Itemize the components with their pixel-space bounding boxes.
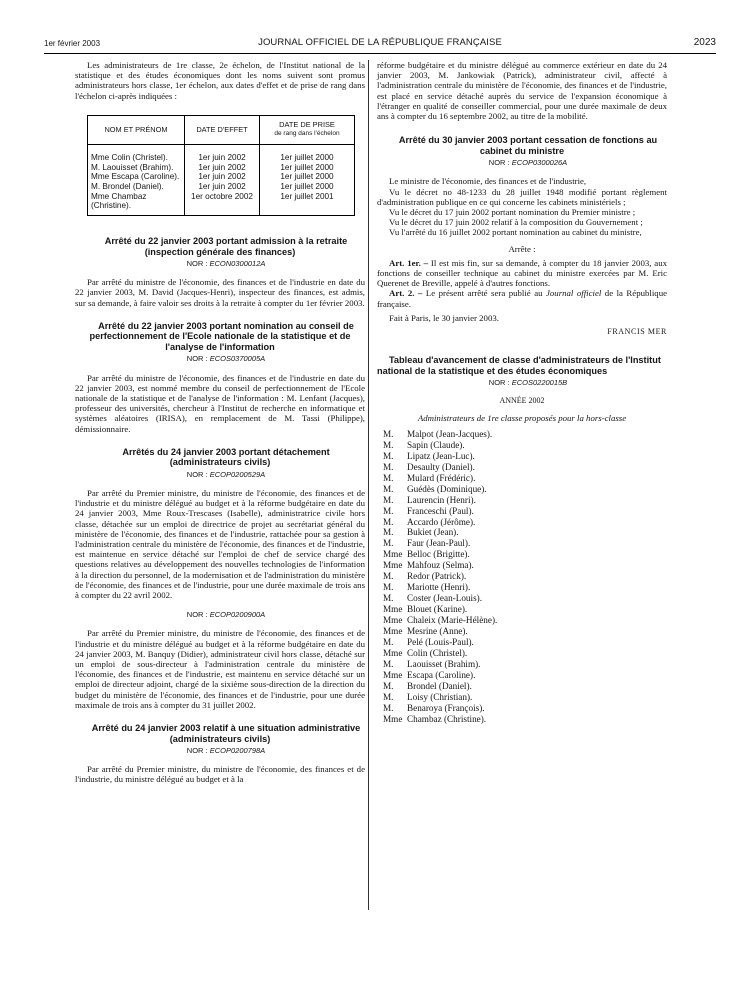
list-item [383, 560, 667, 571]
section-body: Par arrêté du ministre de l'économie, des finances et de l'industrie en date du 22 janvier 2003, est nommé membre du conseil de perfectionnement de l'Ecole nationale de la statistique et de l'analyse de l'information : M. Lenfant (Jacques), professeur des universités, chercheur à l'Institut de recherche en informatique et systèmes aléatoires (IRISA), en remplacement de M. Tassi (Philippe), démissionnaire. [75, 372, 365, 434]
header-rule [44, 53, 716, 54]
left-column [75, 60, 365, 785]
person-name: Coster (Jean-Louis). [407, 593, 483, 604]
cell-name: M. Laouisset (Brahim). [88, 163, 185, 173]
list-item [383, 440, 667, 451]
person-name: Lipatz (Jean-Luc). [407, 450, 475, 461]
continued-text: réforme budgétaire et du ministre délégué au commerce extérieur en date du 24 janvier 2003, M. Jankowiak (Patrick), administrateur civil, affecté à l'administration centrale du ministère de l'économie, des finances et de l'industrie, est placé en service détaché auprès du service de l'expansion économique à l'étranger en qualité de conseiller commercial, pour une durée maximale de deux ans à compter du 16 septembre 2002, au titre de la mobilité. [377, 60, 667, 122]
person-name: Chambaz (Christine). [407, 713, 487, 724]
person-name: Faur (Jean-Paul). [407, 538, 471, 549]
person-name: Belloc (Brigitte). [407, 549, 470, 560]
list-item [383, 692, 667, 703]
section-title: Arrêtés du 24 janvier 2003 portant détachement (administrateurs civils) [122, 446, 330, 468]
section-situation [75, 723, 365, 785]
list-item [383, 549, 667, 560]
cell-effet: 1er juin 2002 [185, 172, 260, 182]
name-list [383, 429, 667, 725]
section-retraite [75, 236, 365, 308]
section-tableau [377, 355, 667, 724]
list-item [383, 593, 667, 604]
table-row [88, 182, 355, 192]
list-item [383, 495, 667, 506]
civility: M. [383, 593, 394, 604]
cell-name: M. Brondel (Daniel). [88, 182, 185, 192]
list-item [383, 571, 667, 582]
civility: M. [383, 680, 394, 691]
cell-rang: 1er juillet 2000 [260, 182, 355, 192]
nor-code: ECOS0370005A [209, 354, 266, 364]
nor-line [377, 158, 667, 168]
list-item [383, 659, 667, 670]
section-title: Arrêté du 30 janvier 2003 portant cessation de fonctions au cabinet du ministre [398, 135, 658, 156]
person-name: Chaleix (Marie-Hélène). [407, 615, 498, 626]
table-row [88, 172, 355, 182]
person-name: Blouet (Karine). [407, 604, 468, 615]
person-name: Bukiet (Jean). [407, 527, 459, 538]
person-name: Redor (Patrick). [407, 571, 467, 582]
cell-rang: 1er juillet 2001 [260, 192, 355, 216]
civility: M. [383, 461, 394, 472]
section-title: Arrêté du 22 janvier 2003 portant admission à la retraite (inspection générale des finances) [104, 236, 348, 257]
section-title: Tableau d'avancement de classe d'administrateurs de l'Institut national de la statistique et des études économiques [377, 355, 661, 376]
list-item [383, 473, 667, 484]
article-text: Il est mis fin, sur sa demande, à compter du 18 janvier 2003, aux fonctions de conseiller technique au cabinet du ministre exercées par M. Eric Querenet de Breville, appelé à d'autres fonctions. [377, 257, 667, 289]
civility: M. [383, 571, 394, 582]
cell-name: Mme Chambaz (Christine). [88, 192, 185, 216]
nor-line [75, 746, 365, 756]
section-body: Par arrêté du Premier ministre, du ministre de l'économie, des finances et de l'industrie, du ministre délégué au budget et à la [75, 764, 365, 785]
civility: Mme [383, 560, 403, 571]
person-name: Pelé (Louis-Paul). [407, 636, 474, 647]
civility: M. [383, 702, 394, 713]
civility: M. [383, 494, 394, 505]
person-name: Accardo (Jérôme). [407, 516, 476, 527]
cell-effet: 1er octobre 2002 [185, 192, 260, 216]
civility: M. [383, 636, 394, 647]
page-header [44, 37, 716, 51]
article-text: Le présent arrêté sera publié au [422, 288, 546, 299]
civility: M. [383, 538, 394, 549]
nor-line [75, 354, 365, 364]
person-name: Colin (Christel). [407, 647, 468, 658]
promotion-table [87, 115, 355, 216]
civility: M. [383, 450, 394, 461]
section-detachement [75, 447, 365, 710]
nor-label: NOR : [186, 610, 210, 620]
civility: Mme [383, 669, 403, 680]
nor-label: NOR : [186, 259, 210, 269]
journal-name: Journal officiel [546, 288, 602, 299]
nor-label: NOR : [186, 354, 210, 364]
person-name: Brondel (Daniel). [407, 680, 472, 691]
annee-label: ANNÉE 2002 [499, 396, 545, 406]
list-item [383, 462, 667, 473]
nor-code: ECOP0200798A [209, 746, 266, 756]
cell-rang: 1er juillet 2000 [260, 172, 355, 182]
list-item [383, 582, 667, 593]
civility: Mme [383, 549, 403, 560]
signature: FRANCIS MER [607, 327, 667, 337]
col-header-rang [260, 115, 355, 144]
list-item [383, 714, 667, 725]
civility: M. [383, 516, 394, 527]
person-name: Mahfouz (Selma). [407, 560, 474, 571]
civility: Mme [383, 626, 403, 637]
cell-rang: 1er juillet 2000 [260, 163, 355, 173]
person-name: Benaroya (François). [407, 702, 485, 713]
article-text: de la République française. [377, 288, 667, 309]
article-1 [377, 258, 667, 289]
arrete-label: Arrête : [508, 243, 536, 254]
section-conseil [75, 321, 365, 434]
visa-decree: Vu le décret du 17 juin 2002 portant nomination du Premier ministre ; [389, 207, 636, 218]
civility: Mme [383, 713, 403, 724]
civility: Mme [383, 647, 403, 658]
visa-arrete: Vu l'arrêté du 16 juillet 2002 portant nomination au cabinet du ministre, [389, 227, 642, 238]
cell-rang: 1er juillet 2000 [260, 153, 355, 163]
person-name: Sapin (Claude). [407, 439, 465, 450]
civility: Mme [383, 604, 403, 615]
nor-code: ECOP0300026A [511, 158, 568, 168]
cell-effet: 1er juin 2002 [185, 163, 260, 173]
list-item [383, 637, 667, 648]
visa-decree: Vu le décret du 17 juin 2002 relatif à la composition du Gouvernement ; [389, 217, 643, 228]
article-2 [377, 288, 667, 308]
visa-decree: Vu le décret no 48-1233 du 28 juillet 1948 modifié portant règlement d'administration publique en ce qui concerne les cabinets ministériels ; [377, 186, 667, 207]
table-row [88, 163, 355, 173]
civility: M. [383, 691, 394, 702]
nor-label: NOR : [488, 378, 512, 388]
nor-code: ECOP0200900A [209, 610, 266, 620]
person-name: Mulard (Frédéric). [407, 472, 476, 483]
civility: M. [383, 483, 394, 494]
right-column [377, 60, 667, 725]
list-item [383, 703, 667, 714]
promotion-intro: Les administrateurs de 1re classe, 2e échelon, de l'Institut national de la statistique et des études économiques dont les noms suivent sont promus administrateurs hors classe, 1er échelon, aux dates d'effet et de prise de rang dans l'échelon ci-après indiquées : [75, 60, 365, 101]
list-item [383, 451, 667, 462]
list-item [383, 648, 667, 659]
list-item [383, 506, 667, 517]
nor-label: NOR : [186, 469, 210, 479]
section-cabinet [377, 135, 667, 337]
section-title: Arrêté du 24 janvier 2003 relatif à une situation administrative (administrateurs civils) [91, 723, 361, 744]
cell-name: Mme Escapa (Caroline). [88, 172, 185, 182]
list-item [383, 517, 667, 528]
table-row [88, 153, 355, 163]
list-item [383, 484, 667, 495]
nor-code: ECOS0220015B [511, 378, 568, 388]
section-body: Par arrêté du ministre de l'économie, des finances et de l'industrie en date du 22 janvier 2003, M. David (Jacques-Henri), inspecteur des finances, est admis, sur sa demande, à faire valoir ses droits à la retraite à compter du 1er février 2003. [75, 277, 365, 308]
list-item [383, 527, 667, 538]
civility: M. [383, 428, 394, 439]
nor-line [75, 470, 365, 480]
list-item [383, 615, 667, 626]
col-header-rang-sub: de rang dans l'échelon [274, 130, 340, 138]
cell-name: Mme Colin (Christel). [88, 153, 185, 163]
list-item [383, 681, 667, 692]
nor-line [75, 610, 365, 620]
table-row [88, 192, 355, 216]
list-item [383, 626, 667, 637]
person-name: Franceschi (Paul). [407, 505, 474, 516]
cell-effet: 1er juin 2002 [185, 182, 260, 192]
nor-line [75, 259, 365, 269]
person-name: Laouisset (Brahim). [407, 658, 481, 669]
list-subtitle: Administrateurs de 1re classe proposés pour la hors-classe [417, 412, 627, 423]
header-date: 1er février 2003 [44, 39, 101, 48]
civility: M. [383, 658, 394, 669]
section-body: Par arrêté du Premier ministre, du ministre de l'économie, des finances et de l'industrie et du ministre délégué au budget et à la réforme budgétaire en date du 24 janvier 2003, Mme Roux-Trescases (Isabelle), administratrice civile hors classe, détachée sur un emploi de directrice de projet au secrétariat général du ministère de l'économie, des finances et de l'industrie, rattachée pour sa gestion à l'administration centrale du ministère de l'économie, des finances et de l'industrie, est maintenue en service détaché sur l'emploi de chef de service chargé des questions relatives au développement des nouvelles technologies de l'information à la direction du personnel, de la modernisation et de l'administration du ministère de l'économie, des finances et de l'industrie, pour une durée maximale de trois ans à compter du 22 avril 2002. [75, 487, 365, 600]
person-name: Mesrine (Anne). [407, 626, 468, 637]
civility: M. [383, 582, 394, 593]
section-title: Arrêté du 22 janvier 2003 portant nomination au conseil de perfectionnement de l'Ecole nationale de la statistique et de l'analyse de l'information [89, 320, 354, 352]
page-number: 2023 [693, 37, 716, 48]
civility: M. [383, 505, 394, 516]
col-header-rang-main: DATE DE PRISE [279, 119, 335, 129]
col-header-name: NOM ET PRÉNOM [88, 115, 185, 144]
column-divider [368, 60, 369, 910]
list-item [383, 538, 667, 549]
journal-title: JOURNAL OFFICIEL DE LA RÉPUBLIQUE FRANÇAISE [258, 37, 502, 48]
section-body: Par arrêté du Premier ministre, du ministre de l'économie, des finances et de l'industrie et du ministre délégué au budget et à la réforme budgétaire en date du 24 janvier 2003, M. Banquy (Didier), administrateur civil hors classe, détaché sur un emploi de sous-directeur à l'administration centrale du ministère de l'économie, des finances et de l'industrie, est maintenu en service détaché sur un emploi de directeur adjoint, chargé de la sixième sous-direction de la direction du budget du ministère de l'économie, des finances et de l'industrie, pour une durée maximale de trois ans à compter du 31 juillet 2002. [75, 628, 365, 710]
nor-code: ECON0300012A [209, 259, 266, 269]
person-name: Escapa (Caroline). [407, 669, 476, 680]
person-name: Malpot (Jean-Jacques). [407, 428, 493, 439]
nor-line [377, 378, 667, 388]
nor-label: NOR : [186, 746, 210, 756]
nor-code: ECOP0200529A [209, 469, 266, 479]
col-header-effet: DATE D'EFFET [185, 115, 260, 144]
person-name: Guédès (Dominique). [407, 483, 487, 494]
list-item [383, 604, 667, 615]
visa-minister: Le ministre de l'économie, des finances et de l'industrie, [389, 176, 587, 187]
civility: M. [383, 527, 394, 538]
nor-label: NOR : [488, 158, 512, 168]
cell-effet: 1er juin 2002 [185, 153, 260, 163]
person-name: Mariotte (Henri). [407, 582, 471, 593]
list-item [383, 429, 667, 440]
article-label: Art. 1er. – [389, 257, 429, 268]
civility: M. [383, 472, 394, 483]
article-label: Art. 2. – [389, 288, 423, 299]
person-name: Laurencin (Henri). [407, 494, 476, 505]
list-item [383, 670, 667, 681]
person-name: Desaulty (Daniel). [407, 461, 475, 472]
table-header-row [88, 115, 355, 144]
civility: M. [383, 439, 394, 450]
person-name: Loisy (Christian). [407, 691, 473, 702]
fait-line: Fait à Paris, le 30 janvier 2003. [389, 312, 499, 323]
civility: Mme [383, 615, 403, 626]
